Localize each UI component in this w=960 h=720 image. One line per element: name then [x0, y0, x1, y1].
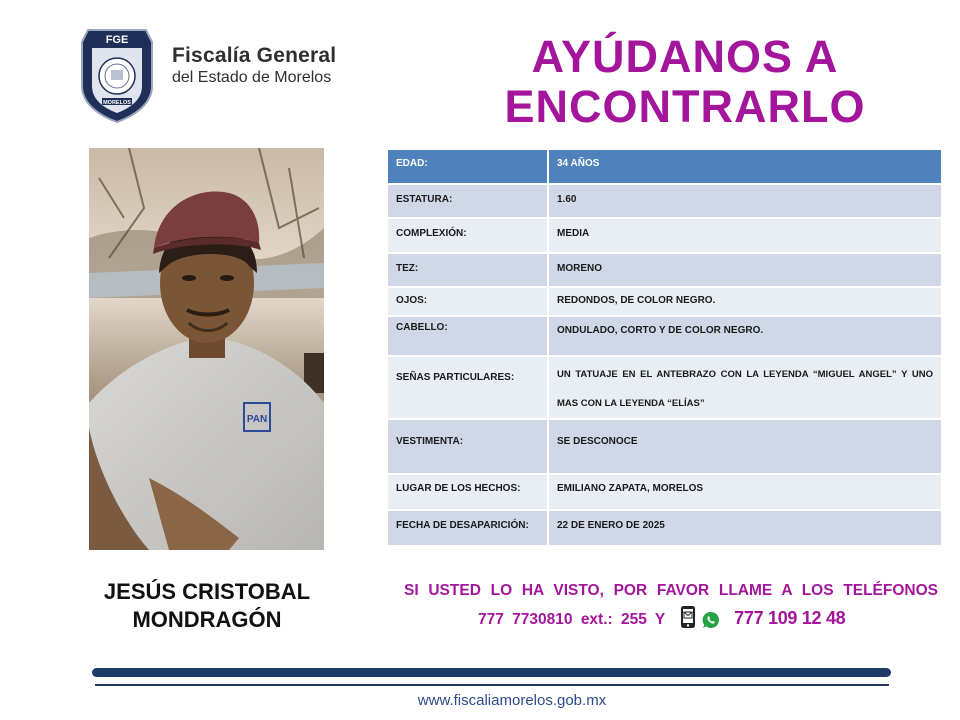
detail-row-edad [388, 150, 941, 183]
detail-value: 34 AÑOS [549, 150, 941, 183]
person-name-line2: MONDRAGÓN [132, 607, 282, 632]
phone-number-whatsapp[interactable]: 777 109 12 48 [734, 608, 846, 628]
org-name-line1: Fiscalía General [172, 44, 337, 67]
detail-row-lugar [388, 475, 941, 509]
detail-value: MEDIA [549, 219, 941, 252]
details-table [388, 148, 941, 547]
detail-value: MORENO [549, 254, 941, 286]
detail-row-tez [388, 254, 941, 286]
person-name [78, 578, 336, 634]
detail-row-ojos [388, 288, 941, 315]
detail-label: SEÑAS PARTICULARES: [388, 357, 549, 418]
contact-call-to-action: SI USTED LO HA VISTO, POR FAVOR LLAME A LOS TELÉFONOS [404, 582, 938, 599]
logo-bottom-text: MORELOS [103, 100, 131, 106]
detail-row-senas [388, 357, 941, 418]
detail-label: EDAD: [388, 150, 549, 183]
detail-row-fecha [388, 511, 941, 545]
fge-logo [80, 28, 154, 124]
logo-text: FGE [105, 34, 129, 46]
detail-label: VESTIMENTA: [388, 420, 549, 473]
detail-value: EMILIANO ZAPATA, MORELOS [549, 475, 941, 509]
detail-value: SE DESCONOCE [549, 420, 941, 473]
organization-name [172, 44, 336, 88]
detail-value: REDONDOS, DE COLOR NEGRO. [549, 288, 941, 315]
detail-value: UN TATUAJE EN EL ANTEBRAZO CON LA LEYENDA “MIGUEL ANGEL” Y UNO MAS CON LA LEYENDA “ELÍAS” [549, 357, 941, 418]
detail-row-cabello [388, 317, 941, 355]
detail-label: TEZ: [388, 254, 549, 286]
headline [470, 32, 900, 132]
headline-line1: AYÚDANOS A [531, 31, 839, 82]
person-photo [89, 148, 324, 550]
shirt-logo-text: PAN [246, 414, 268, 425]
detail-label: LUGAR DE LOS HECHOS: [388, 475, 549, 509]
detail-label: OJOS: [388, 288, 549, 315]
detail-label: ESTATURA: [388, 185, 549, 217]
detail-row-vestimenta [388, 420, 941, 473]
phone-message-icon [680, 605, 696, 635]
detail-label: CABELLO: [388, 317, 549, 355]
footer-divider-thick [92, 668, 891, 677]
contact-info [404, 581, 938, 635]
detail-value: 1.60 [549, 185, 941, 217]
org-name-line2: del Estado de Morelos [172, 69, 332, 86]
detail-value: 22 DE ENERO DE 2025 [549, 511, 941, 545]
headline-line2: ENCONTRARLO [504, 81, 866, 132]
whatsapp-icon [702, 611, 720, 635]
detail-label: FECHA DE DESAPARICIÓN: [388, 511, 549, 545]
detail-row-complexion [388, 219, 941, 252]
phone-number-primary[interactable]: 777 7730810 ext.: 255 Y [478, 611, 666, 628]
detail-value: ONDULADO, CORTO Y DE COLOR NEGRO. [549, 317, 941, 355]
footer-divider-thin [95, 684, 889, 686]
website-link[interactable]: www.fiscaliamorelos.gob.mx [417, 692, 607, 709]
contact-phones [404, 605, 938, 635]
person-name-line1: JESÚS CRISTOBAL [103, 579, 311, 604]
detail-row-estatura [388, 185, 941, 217]
detail-label: COMPLEXIÓN: [388, 219, 549, 252]
